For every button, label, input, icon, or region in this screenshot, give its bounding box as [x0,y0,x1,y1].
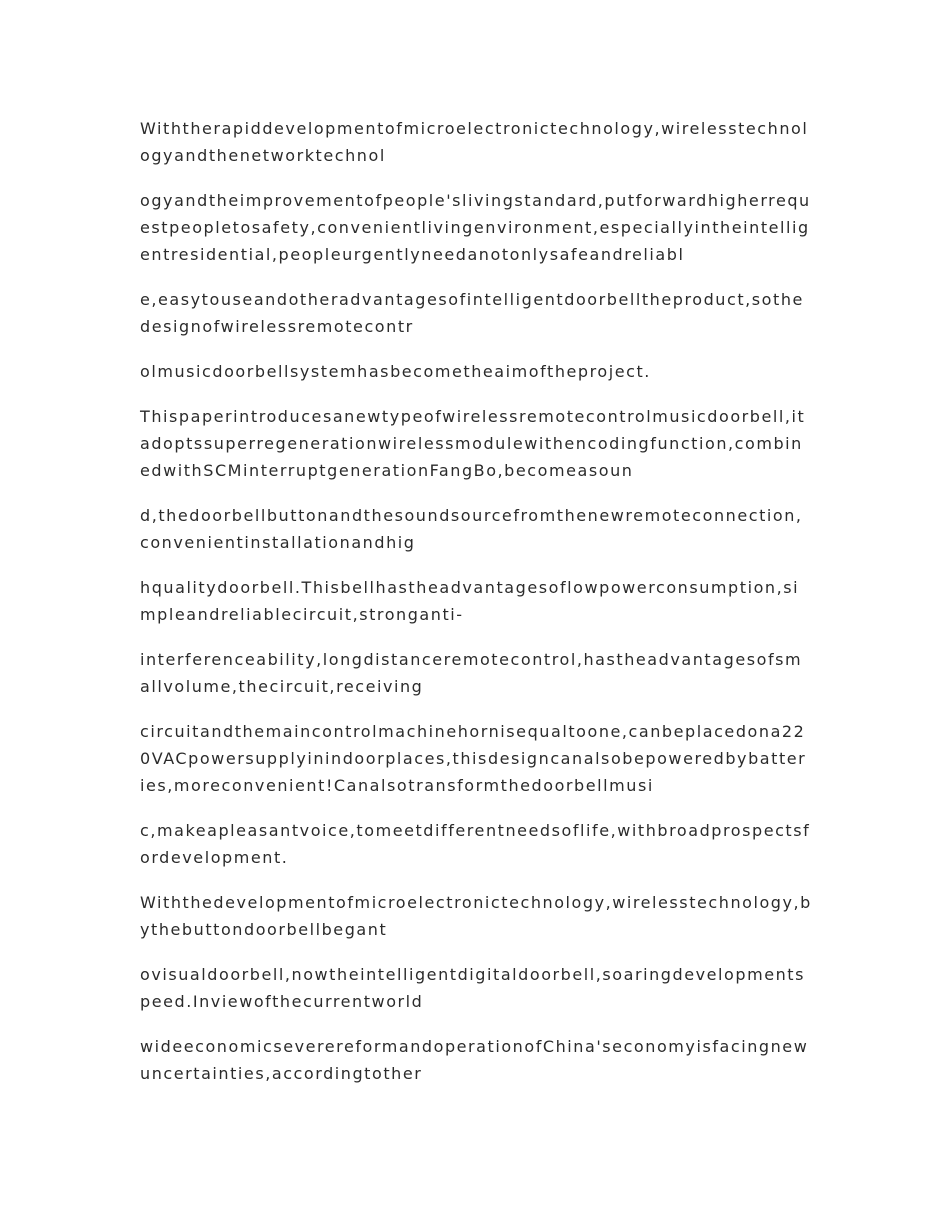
paragraph-5: Thispaperintroducesanewtypeofwirelessremotecontrolmusicdoorbell,itadoptssuperregenerationwirelessmodulewithencodingfunction,combinedwithSCMinterruptgenerationFangBo,becomeasoun [140,407,806,480]
paragraph-4: olmusicdoorbellsystemhasbecometheaimoftheproject. [140,362,651,381]
paragraph-3: e,easytouseandotheradvantagesofintelligentdoorbelltheproduct,sothedesignofwirelessremotecontr [140,290,804,336]
paragraph-13: wideeconomicseverereformandoperationofChina'seconomyisfacingnewuncertainties,accordingtother [140,1037,809,1083]
paragraph-8: interferenceability,longdistanceremotecontrol,hastheadvantagesofsmallvolume,thecircuit,receiving [140,650,803,696]
paragraph-11: Withthedevelopmentofmicroelectronictechnology,wirelesstechnology,bythebuttondoorbellbegant [140,893,812,939]
paragraph-1: Withtherapiddevelopmentofmicroelectronictechnology,wirelesstechnologyandthenetworktechnol [140,119,809,165]
paragraph-9: circuitandthemaincontrolmachinehornisequaltoone,canbeplacedona220VACpowersupplyinindoorplaces,thisdesigncanalsobepoweredbybatteries,moreconvenient!Canalsotransformthedoorbellmusi [140,722,807,795]
document-body [140,115,812,1105]
paragraph-10: c,makeapleasantvoice,tomeetdifferentneedsoflife,withbroadprospectsfordevelopment. [140,821,811,867]
paragraph-12: ovisualdoorbell,nowtheintelligentdigitaldoorbell,soaringdevelopmentspeed.Inviewofthecurrentworld [140,965,805,1011]
paragraph-2: ogyandtheimprovementofpeople'slivingstandard,putforwardhigherrequestpeopletosafety,convenientlivingenvironment,especiallyintheintelligentresidential,peopleurgentlyneedanotonlysafeandreliabl [140,191,811,264]
paragraph-7: hqualitydoorbell.Thisbellhastheadvantagesoflowpowerconsumption,simpleandreliablecircuit,stronganti- [140,578,800,624]
paragraph-6: d,thedoorbellbuttonandthesoundsourcefromthenewremoteconnection,convenientinstallationandhig [140,506,803,552]
